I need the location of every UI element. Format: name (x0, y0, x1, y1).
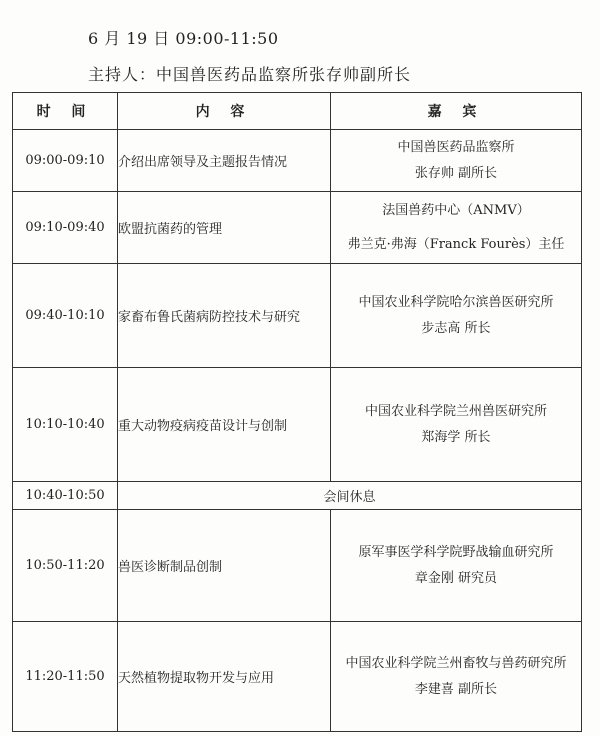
row-time: 10:50-11:20 (13, 510, 118, 622)
table-row (13, 130, 582, 192)
header-topic: 内 容 (118, 93, 331, 130)
row-time: 10:10-10:40 (13, 368, 118, 482)
row-topic: 介绍出席领导及主题报告情况 (118, 130, 331, 192)
table-header-row (13, 93, 582, 130)
row-guest (331, 622, 582, 732)
guest-person: 步志高 所长 (421, 320, 491, 336)
row-time: 09:00-09:10 (13, 130, 118, 192)
guest-org: 中国兽医药品监察所 (397, 139, 515, 155)
guest-org: 中国农业科学院哈尔滨兽医研究所 (358, 294, 554, 310)
guest-person: 章金刚 研究员 (414, 570, 498, 586)
header-guest: 嘉 宾 (331, 93, 582, 130)
table-row (13, 192, 582, 264)
table-row-break (13, 482, 582, 510)
row-topic: 兽医诊断制品创制 (118, 510, 331, 622)
guest-org: 法国兽药中心（ANMV） (382, 202, 530, 218)
row-time: 11:20-11:50 (13, 622, 118, 732)
schedule-table (12, 92, 582, 732)
row-topic: 天然植物提取物开发与应用 (118, 622, 331, 732)
session-date: 6 月 19 日 09:00-11:50 (88, 29, 279, 48)
guest-org: 中国农业科学院兰州畜牧与兽药研究所 (345, 655, 567, 671)
guest-person: 张存帅 副所长 (414, 165, 498, 181)
row-time: 09:40-10:10 (13, 264, 118, 368)
break-label: 会间休息 (118, 482, 582, 510)
row-topic: 重大动物疫病疫苗设计与创制 (118, 368, 331, 482)
row-guest (331, 192, 582, 264)
row-time: 10:40-10:50 (13, 482, 118, 510)
table-row (13, 510, 582, 622)
row-time: 09:10-09:40 (13, 192, 118, 264)
guest-org: 原军事医学科学院野战输血研究所 (358, 544, 554, 560)
row-guest (331, 368, 582, 482)
row-guest (331, 264, 582, 368)
guest-person: 李建喜 副所长 (414, 681, 498, 697)
guest-person: 郑海学 所长 (421, 429, 491, 445)
guest-org: 中国农业科学院兰州兽医研究所 (364, 403, 547, 419)
row-topic: 欧盟抗菌药的管理 (118, 192, 331, 264)
session-host: 主持人：中国兽医药品监察所张存帅副所长 (88, 65, 412, 84)
row-guest (331, 510, 582, 622)
row-guest (331, 130, 582, 192)
row-topic: 家畜布鲁氏菌病防控技术与研究 (118, 264, 331, 368)
guest-person: 弗兰克·弗海（Franck Fourès）主任 (347, 236, 565, 252)
header-time: 时 间 (13, 93, 118, 130)
table-row (13, 622, 582, 732)
table-row (13, 264, 582, 368)
table-row (13, 368, 582, 482)
